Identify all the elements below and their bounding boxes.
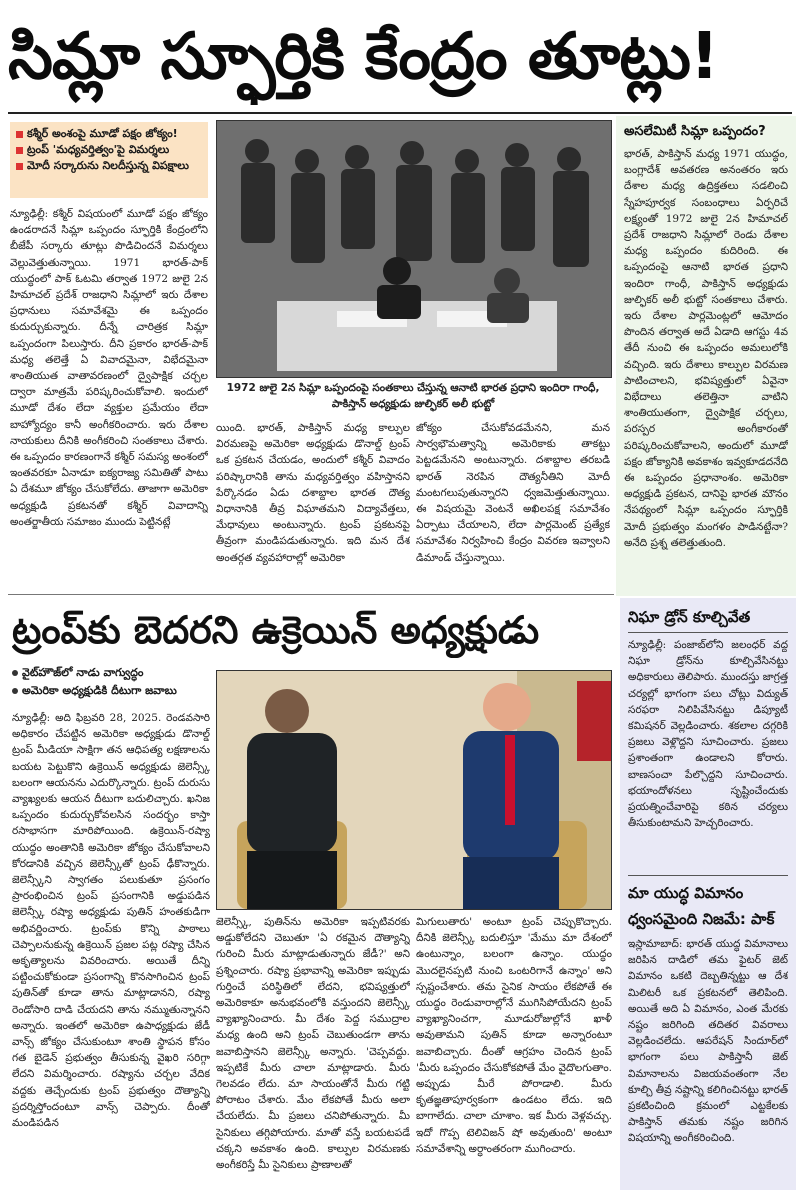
bullet-icon bbox=[12, 670, 18, 676]
story2-column-2: జెలెన్స్కీ, పుతిన్‌ను అమెరికా ఇప్పటివరకు అడ్డుకోలేదని చెబుతూ 'ఏ రకమైన దౌత్యాన్ని గురించి మీరు మాట్లాడుతున్నారు జేడీ?' అని ప్రశ్నించారు. రష్యా ప్రభావాన్ని అమెరికా ఇప్పుడు గుర్తించే పరిస్థితిలో లేదని, భవిష్యత్తులో అమెరికాకూ అనుభవంలోకి వస్తుందని జెలెన్స్కీ వ్యాఖ్యానించారు. మీ దేశం పెద్ద సముద్రాల మధ్య ఉంది అని ట్రంప్ చెబుతుండగా తాను జవాబిస్తానని జెలెన్స్కీ అన్నారు. 'చెప్పవద్దు. ఇప్పటికే మీరు చాలా మాట్లాడారు. మీరు గెలవడం లేదు. మా సాయంతోనే మీరు గట్టి పోరాటం చేశారు. మేం లేకపోతే మీరు అలా చేయలేదు. మీ ప్రజలు చనిపోతున్నారు. మీ సైనికులు తగ్గిపోయారు. మాతో వస్తే బయటపడే చక్కని అవకాశం ఉంది. కాల్పుల విరమణకు అంగీకరిస్తే మీ సైనికులు ప్రాణాలతో bbox=[216, 916, 410, 1172]
brief1-body: న్యూఢిల్లీ: పంజాబ్‌లోని జలంధర్ వద్ద నిఘా డ్రోన్‌ను కూల్చివేసినట్టు అధికారులు తెలిపారు. ముందస్తు జాగ్రత్త చర్యల్లో భాగంగా పలు చోట్లు విద్యుత్ సరఫరా నిలిపివేసినట్టు డిప్యూటీ కమిషనర్ వెల్లడించారు. శకలాల దగ్గరికి ప్రజలు వెళ్లొద్దని సూచించారు. ప్రజలు ప్రశాంతంగా ఉండాలని కోరారు. బాణసంచా పేల్చొద్దని సూచించారు. భయాందోళనలు సృష్టించేందుకు ప్రయత్నించేవారిపై కఠిన చర్యలు తీసుకుంటామని హెచ్చరించారు. bbox=[628, 639, 788, 830]
brief1-title: నిఘా డ్రోన్ కూల్చివేత bbox=[628, 608, 751, 626]
story1-kicker-box bbox=[10, 122, 208, 198]
brief-title-rule bbox=[628, 632, 788, 633]
story1-kicker: మోదీ సర్కారును నిలదీస్తున్న విపక్షాలు bbox=[16, 158, 202, 174]
bullet-icon bbox=[16, 163, 23, 170]
photo-illustration bbox=[217, 671, 611, 909]
story1-kicker: కశ్మీర్ అంశంపై మూడో పక్షం జోక్యం! bbox=[16, 126, 202, 142]
story1-column-3: జోక్యం చేసుకోవడమేనని, మన సార్వభౌమత్వాన్ని అమెరికాకు తాకట్టు పెట్టడమేనని అంటున్నారు. దశాబ్దాల తరబడి భారత్ నెరపిన దౌత్యనీతిని మోదీ మంటగలుపుతున్నారని ధ్వజమెత్తుతున్నాయి. ఈ విషయమై వెంటనే అఖిలపక్ష సమావేశం ఏర్పాటు చేయాలని, లేదా పార్లమెంట్ ప్రత్యేక సమావేశం నిర్వహించి కేంద్రం వివరణ ఇవ్వాలని డిమాండ్ చేస్తున్నాయి. bbox=[416, 422, 610, 564]
white-house-meeting-photo bbox=[216, 670, 612, 910]
sidebar-title: అసలేమిటీ సిమ్లా ఒప్పందం? bbox=[624, 124, 766, 139]
bullet-icon bbox=[16, 147, 23, 154]
story1-kicker: ట్రంప్ 'మధ్యవర్తిత్వం'పై విమర్శలు bbox=[16, 142, 202, 158]
story2-column-3: మిగులుతారు' అంటూ ట్రంప్ చెప్పుకొచ్చారు. దీనికి జెలెన్స్కీ బదులిస్తూ 'మేము మా దేశంలో ఉంటున్నాం, బలంగా ఉన్నాం. యుద్ధం మొదలైనప్పటి నుంచి ఒంటరిగానే ఉన్నాం' అని స్పష్టంచేశారు. తమ సైనిక సాయం లేకపోతే ఈ యుద్ధం రెండువారాల్లోనే ముగిసిపోయేదని ట్రంప్ వ్యాఖ్యానించగా, మూడురోజుల్లోనే ఖాళీ అవుతామని పుతిన్ కూడా అన్నారంటూ జవాబిచ్చారు. దీంతో ఆగ్రహం చెందిన ట్రంప్ 'మీరు ఒప్పందం చేసుకోకపోతే మేం వైదొలగుతాం. అప్పుడు మీరే పోరాడాలి. మీరు కృతజ్ఞతాపూర్వకంగా ఉండటం లేదు. ఇది బాగాలేదు. చాలా చూశాం. ఇక మీరు వెళ్లవచ్చు. ఇదో గొప్ప టెలివిజన్ షో అవుతుంది' అంటూ సమావేశాన్ని అర్ధాంతరంగా ముగించారు. bbox=[416, 916, 612, 1155]
simla-explainer-sidebar bbox=[616, 116, 796, 596]
main-headline: సిమ్లా స్ఫూర్తికి కేంద్రం తూట్లు! bbox=[8, 20, 719, 94]
story1-column-1: న్యూఢిల్లీ: కశ్మీర్ విషయంలో మూడో పక్షం జోక్యం ఉండరాదనే సిమ్లా ఒప్పందం స్ఫూర్తికి కేంద్రంలోని బీజేపీ సర్కారు తూట్లు పొడిచిందనే విమర్శలు వెల్లువెత్తుతున్నాయి. 1971 భారత్-పాక్ యుద్ధంలో పాక్ ఓటమి తర్వాత 1972 జులై 2న హిమాచల్ ప్రదేశ్ రాజధాని సిమ్లాలో ఇరు దేశాల ప్రధానులు సమావేశమై ఈ ఒప్పందం కుదుర్చుకున్నారు. దీన్నే చారిత్రక సిమ్లా ఒప్పందంగా పిలుస్తారు. దీని ప్రకారం భారత్-పాక్ మధ్య తలెత్తే ఏ వివాదమైనా, విభేదమైనా శాంతియుత వాతావరణంలో ద్వైపాక్షిక చర్చల ద్వారా మాత్రమే పరిష్కరించుకోవాలి. ఇందులో మూడో దేశం లేదా వ్యక్తుల ప్రమేయం లేదా బాహ్యోద్యం కానీ అంగీకరించారు. ఇరు దేశాల నాయకులు దీనికి అంగీకరించి సంతకాలు చేశారు. ఈ ఒప్పందం కారణంగానే కశ్మీర్ సమస్య అంశంలో ఇంతవరకూ ఏనాడూ ఐక్యరాజ్య సమితితో పాటు ఏ దేశమూ జోక్యం చేసుకోలేదు. తాజాగా అమెరికా అధ్యక్షుడి ప్రకటనతో కశ్మీర్ వివాదాన్ని అంతర్జాతీయ సమాజం ముందు పెట్టినట్లే bbox=[10, 208, 208, 528]
story2-column-1: న్యూఢిల్లీ: అది ఫిబ్రవరి 28, 2025. రెండవసారి అధికారం చేపట్టిన అమెరికా అధ్యక్షుడు డొనాల్డ్ ట్రంప్ మీడియా సాక్షిగా తన ఆధిపత్య లక్షణాలను బయట పెట్టుకొని ఉక్రెయిన్ అధ్యక్షుడు జెలెన్స్కీ బలంగా ఆయనను ఎదుర్కొన్నారు. ట్రంప్ దురుసు వ్యాఖ్యలకు ఆయన దీటుగా బదులిచ్చారు. ఖనిజ ఒప్పందం కుదుర్చుకోవలసిన సందర్భం కాస్తా రసాభాసగా మారిపోయింది. ఉక్రెయిన్-రష్యా యుద్ధం అంతానికి అమెరికా జోక్యం చేసుకోవాలని కోరడానికి వచ్చిన జెలెన్స్కీతో ట్రంప్ ఢీకొన్నారు. జెలెన్స్కీని స్వాగతం పలుకుతూ ప్రసంగం ప్రారంభించిన ట్రంప్ ప్రసంగానికి అడ్డుపడిన జెలెన్స్కీ రష్యా అధ్యక్షుడు పుతిన్ హంతకుడిగా అభివర్ణించారు. ట్రంప్‌కు కొన్ని పాఠాలు చెప్పాలనుకున్న ఉక్రెయిన్ ప్రజల పట్ల రష్యా చేసిన అకృత్యాలను వివరించారు. అయితే దీన్ని పట్టించుకోకుండా ప్రసంగాన్ని కొనసాగించిన ట్రంప్ పుతిన్‌తో కూడా తాను మాట్లాడానని, రష్యా రెండోసారి దాడి చేయదని తాను నమ్ముతున్నానని అన్నారు. ఇంతలో అమెరికా ఉపాధ్యక్షుడు జేడీ వాన్స్ జోక్యం చేసుకుంటూ శాంతి స్థాపన కోసం గత బైడెన్ ప్రభుత్వం తీసుకున్న వైఖరి సరిగ్గా లేదని విమర్శించారు. రష్యాను చర్చల వేదిక వద్దకు తెచ్చేందుకు ట్రంప్ ప్రభుత్వం దౌత్యాన్ని ప్రదర్శిస్తోందంటూ వాన్స్ చెప్పారు. దీంతో మండిపడిన bbox=[12, 712, 210, 1130]
photo-caption: 1972 జులై 2న సిమ్లా ఒప్పందంపై సంతకాలు చేస్తున్న ఆనాటి భారత ప్రధాని ఇందిరా గాంధీ, పాకిస్తాన్ అధ్యక్షుడు జుల్ఫికర్ అలీ భుట్టో bbox=[226, 382, 600, 410]
story2-kicker-list bbox=[12, 664, 212, 700]
section-divider bbox=[8, 594, 614, 595]
story2-headline: ట్రంప్‌కు బెదరని ఉక్రెయిన్ అధ్యక్షుడు bbox=[12, 608, 540, 652]
news-briefs-sidebar bbox=[620, 598, 796, 1190]
headline-rule bbox=[8, 112, 792, 114]
story1-column-2: యింది. భారత్, పాకిస్తాన్ మధ్య కాల్పుల విరమణపై అమెరికా అధ్యక్షుడు డొనాల్డ్ ట్రంప్ ఒక ప్రకటన చేయడం, అందులో కశ్మీర్ వివాదం పరిష్కారానికి తాను మధ్యవర్తిత్వం వహిస్తానని పేర్కొనడం ఏడు దశాబ్దాల భారత దౌత్య విధానానికి తీవ్ర విఘాతమని విద్యావేత్తలు, మేధావులు అంటున్నారు. ట్రంప్ ప్రకటనపై తీవ్రంగా మండిపడుతున్నారు. ఇది మన దేశ అంతర్గత వ్యవహారాల్లో అమెరికా bbox=[216, 422, 410, 564]
brief-divider bbox=[628, 875, 788, 876]
simla-agreement-photo bbox=[216, 120, 612, 378]
sidebar-body: భారత్, పాకిస్తాన్ మధ్య 1971 యుద్ధం, బంగ్లాదేశ్ అవతరణ అనంతరం ఇరు దేశాల మధ్య ఉద్రిక్తతలు సడలించి స్నేహపూర్వక సంబంధాలు ఏర్పరిచే లక్ష్యంతో 1972 జులై 2న హిమాచల్ ప్రదేశ్ రాజధాని సిమ్లాలో రెండు దేశాల మధ్య ఒప్పందం కుదిరింది. ఈ ఒప్పందంపై ఆనాటి భారత ప్రధాని ఇందిరా గాంధీ, పాకిస్తాన్ అధ్యక్షుడు జుల్ఫికర్ అలీ భుట్టో సంతకాలు చేశారు. ఇరు దేశాల పార్లమెంట్లలో ఆమోదం పొందిన తర్వాత అదే ఏడాది ఆగస్టు 4వ తేదీ నుంచి ఈ ఒప్పందం అమలులోకి వచ్చింది. ఇరు దేశాలు కాల్పుల విరమణ పాటించాలని, భవిష్యత్తులో ఏవైనా విభేదాలు తలెత్తినా వాటిని శాంతియుతంగా, ద్వైపాక్షిక చర్చలు, పరస్పర అంగీకారంతో పరిష్కరించుకోవాలని, అందులో మూడో పక్షం జోక్యానికి అవకాశం ఇవ్వకూడదనేది ఈ ఒప్పందం ప్రధానాంశం. అమెరికా అధ్యక్షుడి ప్రకటన, దానిపై భారత మౌనం నేపథ్యంలో సిమ్లా ఒప్పందం స్ఫూర్తికి మోదీ ప్రభుత్వం మంగళం పాడినట్టేనా? అనేది ప్రశ్న తలెత్తుతుంది. bbox=[624, 148, 788, 549]
story2-kicker: వైట్‌హౌజ్‌లో నాడు వాగ్వుద్ధం bbox=[12, 664, 212, 682]
bullet-icon bbox=[12, 688, 18, 694]
brief2-body: ఇస్లామాబాద్: భారత్ యుద్ధ విమానాలు జరిపిన దాడిలో తమ ఫైటర్ జెట్ విమానం ఒకటి దెబ్బతిన్నట్టు ఆ దేశ మిలిటరీ ఒక ప్రకటనలో తెలిపింది. అయితే అది ఏ విమానం, ఎంత మేరకు నష్టం జరిగింది తదితర వివరాలు వెల్లడించలేదు. ఆపరేషన్ సిందూర్‌లో భాగంగా పలు పాకిస్తానీ జెట్ విమానాలను విజయవంతంగా నేల కూల్చి తీవ్ర నష్టాన్ని కలిగించినట్టు భారత్ ప్రకటించింది క్రమంలో ఎట్టకేలకు పాకిస్తాన్ తమకు నష్టం జరిగిన విషయాన్ని అంగీకరించింది. bbox=[628, 938, 788, 1145]
photo-illustration bbox=[217, 121, 611, 377]
story2-kicker: అమెరికా అధ్యక్షుడికి దీటుగా జవాబు bbox=[12, 682, 212, 700]
bullet-icon bbox=[16, 131, 23, 138]
brief2-title: మా యుద్ధ విమానం ధ్వంసమైంది నిజమే: పాక్ bbox=[628, 884, 775, 928]
